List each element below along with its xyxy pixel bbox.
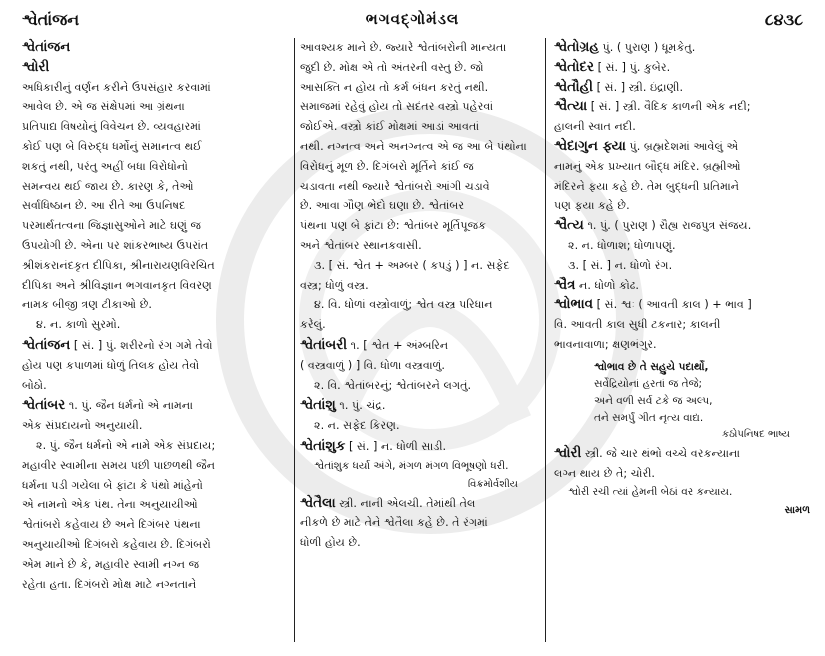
text-line: લગ્ન થાય છે તે; ચોરી. (554, 466, 655, 480)
verse-source: કઠોપનિષદ ભાષ્ય (722, 428, 790, 440)
text-line: હોય પણ કપાળમાં ધોળું તિલક હોય તેવો (22, 358, 200, 372)
entry-headword: શ્વોભાવ (554, 296, 594, 313)
text-line: ( વસ્ત્રવાળું ) ] વિ. ધોળા વસ્ત્રવાળું. (300, 358, 445, 372)
dictionary-entry (554, 444, 810, 519)
text-line: ભાવનાવાળા; ક્ષણભંગુર. (554, 337, 657, 351)
header-book-title: ભગવદ્ગોમંડલ (365, 10, 460, 28)
text-line: ૨. પું. જૈન ધર્મનો એ નામે એક સંપ્રદાય; (36, 438, 216, 452)
text-line: પણ ફયા કહે છે. (554, 199, 630, 213)
text-line: આસક્તિ ન હોય તો કર્મ બંધન કરતું નથી. (300, 80, 489, 94)
entry-headword: શ્વૈત્યા (554, 98, 588, 115)
text-line: અધિકારીનું વર્ણન કરીને ઉપસંહાર કરવામાં (22, 80, 211, 94)
text-line: પું. ( પુરાણ ) ધૂમકેતુ. (602, 41, 696, 54)
column-2 (300, 38, 538, 553)
entry-headword: શ્વેતાંશુક (300, 437, 346, 454)
entry-headword: શ્વૈત્ર (554, 276, 576, 293)
column-1 (22, 38, 290, 594)
dictionary-entry (554, 38, 810, 58)
entry-headword: શ્વૈત્ય (554, 217, 584, 234)
column-rule-1 (294, 38, 295, 642)
text-line: ધર્મના પડી ગયેલા બે ફાંટા કે પંથો માંહેનો (22, 478, 203, 492)
text-line: કરેલું. (300, 318, 326, 332)
text-line: [ સં. શ્વઃ ( આવતી કાલ ) + ભાવ ] (596, 298, 752, 312)
text-line: રહેતા હતા. દિગંબરો મોક્ષ માટે નગ્નતાને (22, 577, 197, 591)
entry-headword: શ્વેતૈલા (300, 494, 336, 511)
dictionary-entry (554, 97, 810, 137)
text-line: નીકળે છે માટે તેને શ્વેતૈલા કહે છે. તે રંગમાં (300, 516, 488, 530)
text-line: આવશ્યક માને છે. જ્યારે શ્વેતાંબરોની માન્યતા (300, 41, 507, 54)
quotation-line: શ્વેતાંશુક ધર્યા અંગે, મંગળ મંગળ વિભૂષણો ધરી. (314, 459, 509, 472)
text-line: નથી. નગ્નત્વ અને અનગ્નત્વ એ જ આ બે પંથોના (300, 139, 527, 153)
header-page-number: ૮૪૩૮ (764, 10, 803, 29)
text-line: પું. બ્રહ્મદેશમાં આવેલું એ (629, 139, 739, 153)
text-line: એમ માને છે કે, મહાવીર સ્વામી નગ્ન જ (22, 557, 200, 571)
dictionary-entry (554, 295, 810, 442)
entry-headword: શ્વોરી (554, 444, 582, 461)
text-line: પ્રતિપાદ્ય વિષયોનું વિવેચન છે. વ્યવહારમાં (22, 120, 201, 134)
text-line: નામનું એક પ્રખ્યાત બૌદ્ધ મંદિર. બ્રહ્મીઓ (554, 159, 741, 173)
entry-headword: શ્વેતાંબર (22, 397, 66, 414)
text-line: મંદિરને ફયા કહે છે. તેમ બુદ્ધની પ્રતિમાને (554, 179, 740, 193)
quotation-line: શ્વોરી રચી ત્યાં હેમની બેઠાં વર કન્યાય. (568, 486, 733, 499)
entry-headword: શ્વેતાંજન (22, 336, 71, 353)
dictionary-entry (554, 276, 810, 296)
text-line: શ્વેતાંબરો કહેવાય છે અને દિગંબર પંથના (22, 518, 201, 532)
text-line: શ્રીશંકરાનંદકૃત દીપિકા, શ્રીનારાયણવિરચિત (22, 258, 215, 272)
column-3 (554, 38, 810, 519)
text-line: જોઈએ. વસ્ત્રો કાંઈ મોક્ષમાં આડાં આવતાં (300, 120, 480, 134)
text-line: સ્ત્રી. જે ચાર થંભો વચ્ચે વરકન્યાના (584, 446, 741, 460)
text-line: એક સંપ્રદાયનો અનુયાયી. (22, 419, 143, 433)
running-headword: શ્વેતાંજન (22, 39, 71, 55)
text-line: ૨. વિ. શ્વેતાંબરનું; શ્વેતાંબરને લગતું. (314, 378, 472, 392)
entry-headword: શ્વેતાંબરી (300, 336, 348, 353)
text-line: સર્વાધિષ્ઠાન છે. આ રીતે આ ઉપનિષદ (22, 199, 186, 213)
entry-headword: શ્વેતોદર (554, 58, 595, 75)
text-line: [ સં. ] સ્ત્રી. ઇંદ્રાણી. (596, 80, 684, 94)
text-line: ૧. પું. જૈન ધર્મનો એ નામના (68, 399, 193, 413)
entry-headword: શ્વેદાગુન ફ્યા (554, 137, 626, 154)
quotation-source: સામળ (784, 505, 810, 517)
text-line: મહાવીર સ્વામીના સમય પછી પાછળથી જૈન (22, 458, 216, 472)
text-line: અને શ્વેતાંબર સ્થાનકવાસી. (300, 238, 422, 252)
text-line: દીપિકા અને શ્રીવિજ્ઞાન ભગવાનકૃત વિવરણ (22, 278, 212, 292)
entry-continuation (300, 38, 538, 335)
text-line: પરમાર્થતત્વના જિજ્ઞાસુઓને માટે ઘણું જ (22, 219, 202, 233)
dictionary-entry (300, 494, 538, 553)
dictionary-entry (554, 216, 810, 275)
text-line: સમાજમાં રહેવું હોય તો સદંતર વસ્ત્રો પહેરવાં (300, 100, 494, 114)
text-line: કોઈ પણ બે વિરુદ્ધ ધર્મોનું સમાનત્વ થઈ (22, 139, 202, 153)
text-line: એ નામનો એક પંથ. તેના અનુયાયીઓ (22, 498, 198, 512)
text-line: હાલની સ્વાત નદી. (554, 120, 636, 134)
entry-headword: શ્વેતાંશુ (300, 397, 336, 414)
text-line: [ સં. ] પું. શરીરનો રંગ ગમે તેવો (73, 338, 213, 352)
text-line: ધોળી હોય છે. (300, 536, 361, 550)
dictionary-entry (554, 58, 810, 78)
quotation-source: વિક્રમોર્વશીય (467, 478, 518, 490)
sense-line: ૨. ન. ધોળાશ; ધોળાપણું. (568, 238, 676, 252)
text-line: [ સં. ] ન. ધોળી સાડી. (348, 439, 447, 453)
text-line: આવેલ છે. એ જ સંક્ષેપમાં આ ગ્રંથના (22, 100, 185, 114)
text-line: ઉપયોગી છે. એના પર શાંકરભાષ્ય ઉપરાંત (22, 238, 209, 252)
dictionary-entry (22, 336, 290, 395)
text-line: ૧. પું. ( પુરાણ ) રૌહ્ય રાજપુત્ર સંજય. (587, 219, 752, 233)
dictionary-entry (554, 78, 810, 98)
dictionary-entry (22, 396, 290, 594)
verse-line: સર્વેદ્રિયોનાં હરતાં જ તેજે; (594, 377, 703, 390)
sense-line: ૪. ન. કાળો સુરમો. (36, 318, 121, 332)
verse-line: શ્વોભાવ છે તે સહુયે પદાર્થો, (594, 360, 709, 373)
text-line: પંથના પણ બે ફાંટા છે: શ્વેતાંબર મૂર્તિપૂજક (300, 219, 487, 233)
dictionary-entry (554, 137, 810, 216)
column-rule-2 (545, 38, 546, 642)
text-line: જુદી છે. મોક્ષ એ તો અંતરની વસ્તુ છે. જો (300, 60, 484, 74)
verse-block (554, 359, 810, 443)
page-header (22, 10, 803, 34)
text-line: ૧. પું. ચંદ્ર. (339, 399, 386, 413)
sense-line: ૩. [ સં. ] ન. ધોળો રંગ. (568, 258, 673, 272)
text-line: ૨. ન. સફેદ કિરણ. (314, 419, 400, 433)
entry-headword: શ્વેતોગ્રહ (554, 39, 599, 55)
text-line: ન. ધોળો કોઢ. (579, 278, 639, 292)
text-line: નામક બીજી ત્રણ ટીકાઓ છે. (22, 298, 152, 312)
text-line: વિ. આવતી કાલ સુધી ટકનાર; કાલની (554, 318, 721, 332)
verse-line: અને વળી સર્વ ટકે જ અલ્પ, (594, 394, 713, 407)
text-line: સમન્વય થઈ જાય છે. કારણ કે, તેઓ (22, 179, 194, 193)
text-line: અનુયાયીઓ દિગંબરો કહેવાય છે. દિગંબરો (22, 537, 211, 551)
text-line: [ સં. ] પું. કુબેર. (597, 60, 671, 74)
text-line: વિરોધનું મૂળ છે. દિગંબરો મૂર્તિને કાંઈ જ (300, 159, 474, 173)
entry-continuation (22, 78, 290, 335)
text-line: વસ્ત્ર; ધોળું વસ્ત્ર. (300, 278, 369, 292)
text-line: છે. આવા ગૌણ ભેદો ઘણા છે. શ્વેતાંબર (300, 199, 465, 213)
sense-line: ૩. [ સં. શ્વેત + અમ્બર ( કપડું ) ] ન. સફેદ (314, 258, 510, 272)
dictionary-entry (300, 437, 538, 493)
entry-headword: શ્વેતૌહી (554, 78, 594, 95)
text-line: ચડાવતા નથી જ્યારે શ્વેતાંબરો આંગી ચડાવે (300, 179, 490, 193)
text-line: શકતું નથી, પરંતુ અહીં બધા વિરોધોનો (22, 159, 188, 173)
sense-line: ૪. વિ. ધોળાં વસ્ત્રોવાળું; શ્વેત વસ્ત્ર પરિધાન (314, 298, 493, 312)
verse-line: તને સમર્પું ગીત નૃત્ય વાદ્ય. (594, 411, 704, 424)
text-line: [ સં. ] સ્ત્રી. વૈદિક કાળની એક નદી; (590, 100, 751, 114)
text-line: બોઠો. (22, 378, 47, 392)
dictionary-entry (300, 396, 538, 436)
header-guide-word: શ્વેતાંજન (22, 10, 80, 29)
text-line: ૧. [ શ્વેત + અંમ્બરિન (350, 338, 449, 352)
text-line: સ્ત્રી. નાની એલચી. તેમાંથી તેલ (339, 496, 476, 510)
running-subword: શ્વોરી (22, 58, 50, 75)
dictionary-entry (300, 336, 538, 395)
